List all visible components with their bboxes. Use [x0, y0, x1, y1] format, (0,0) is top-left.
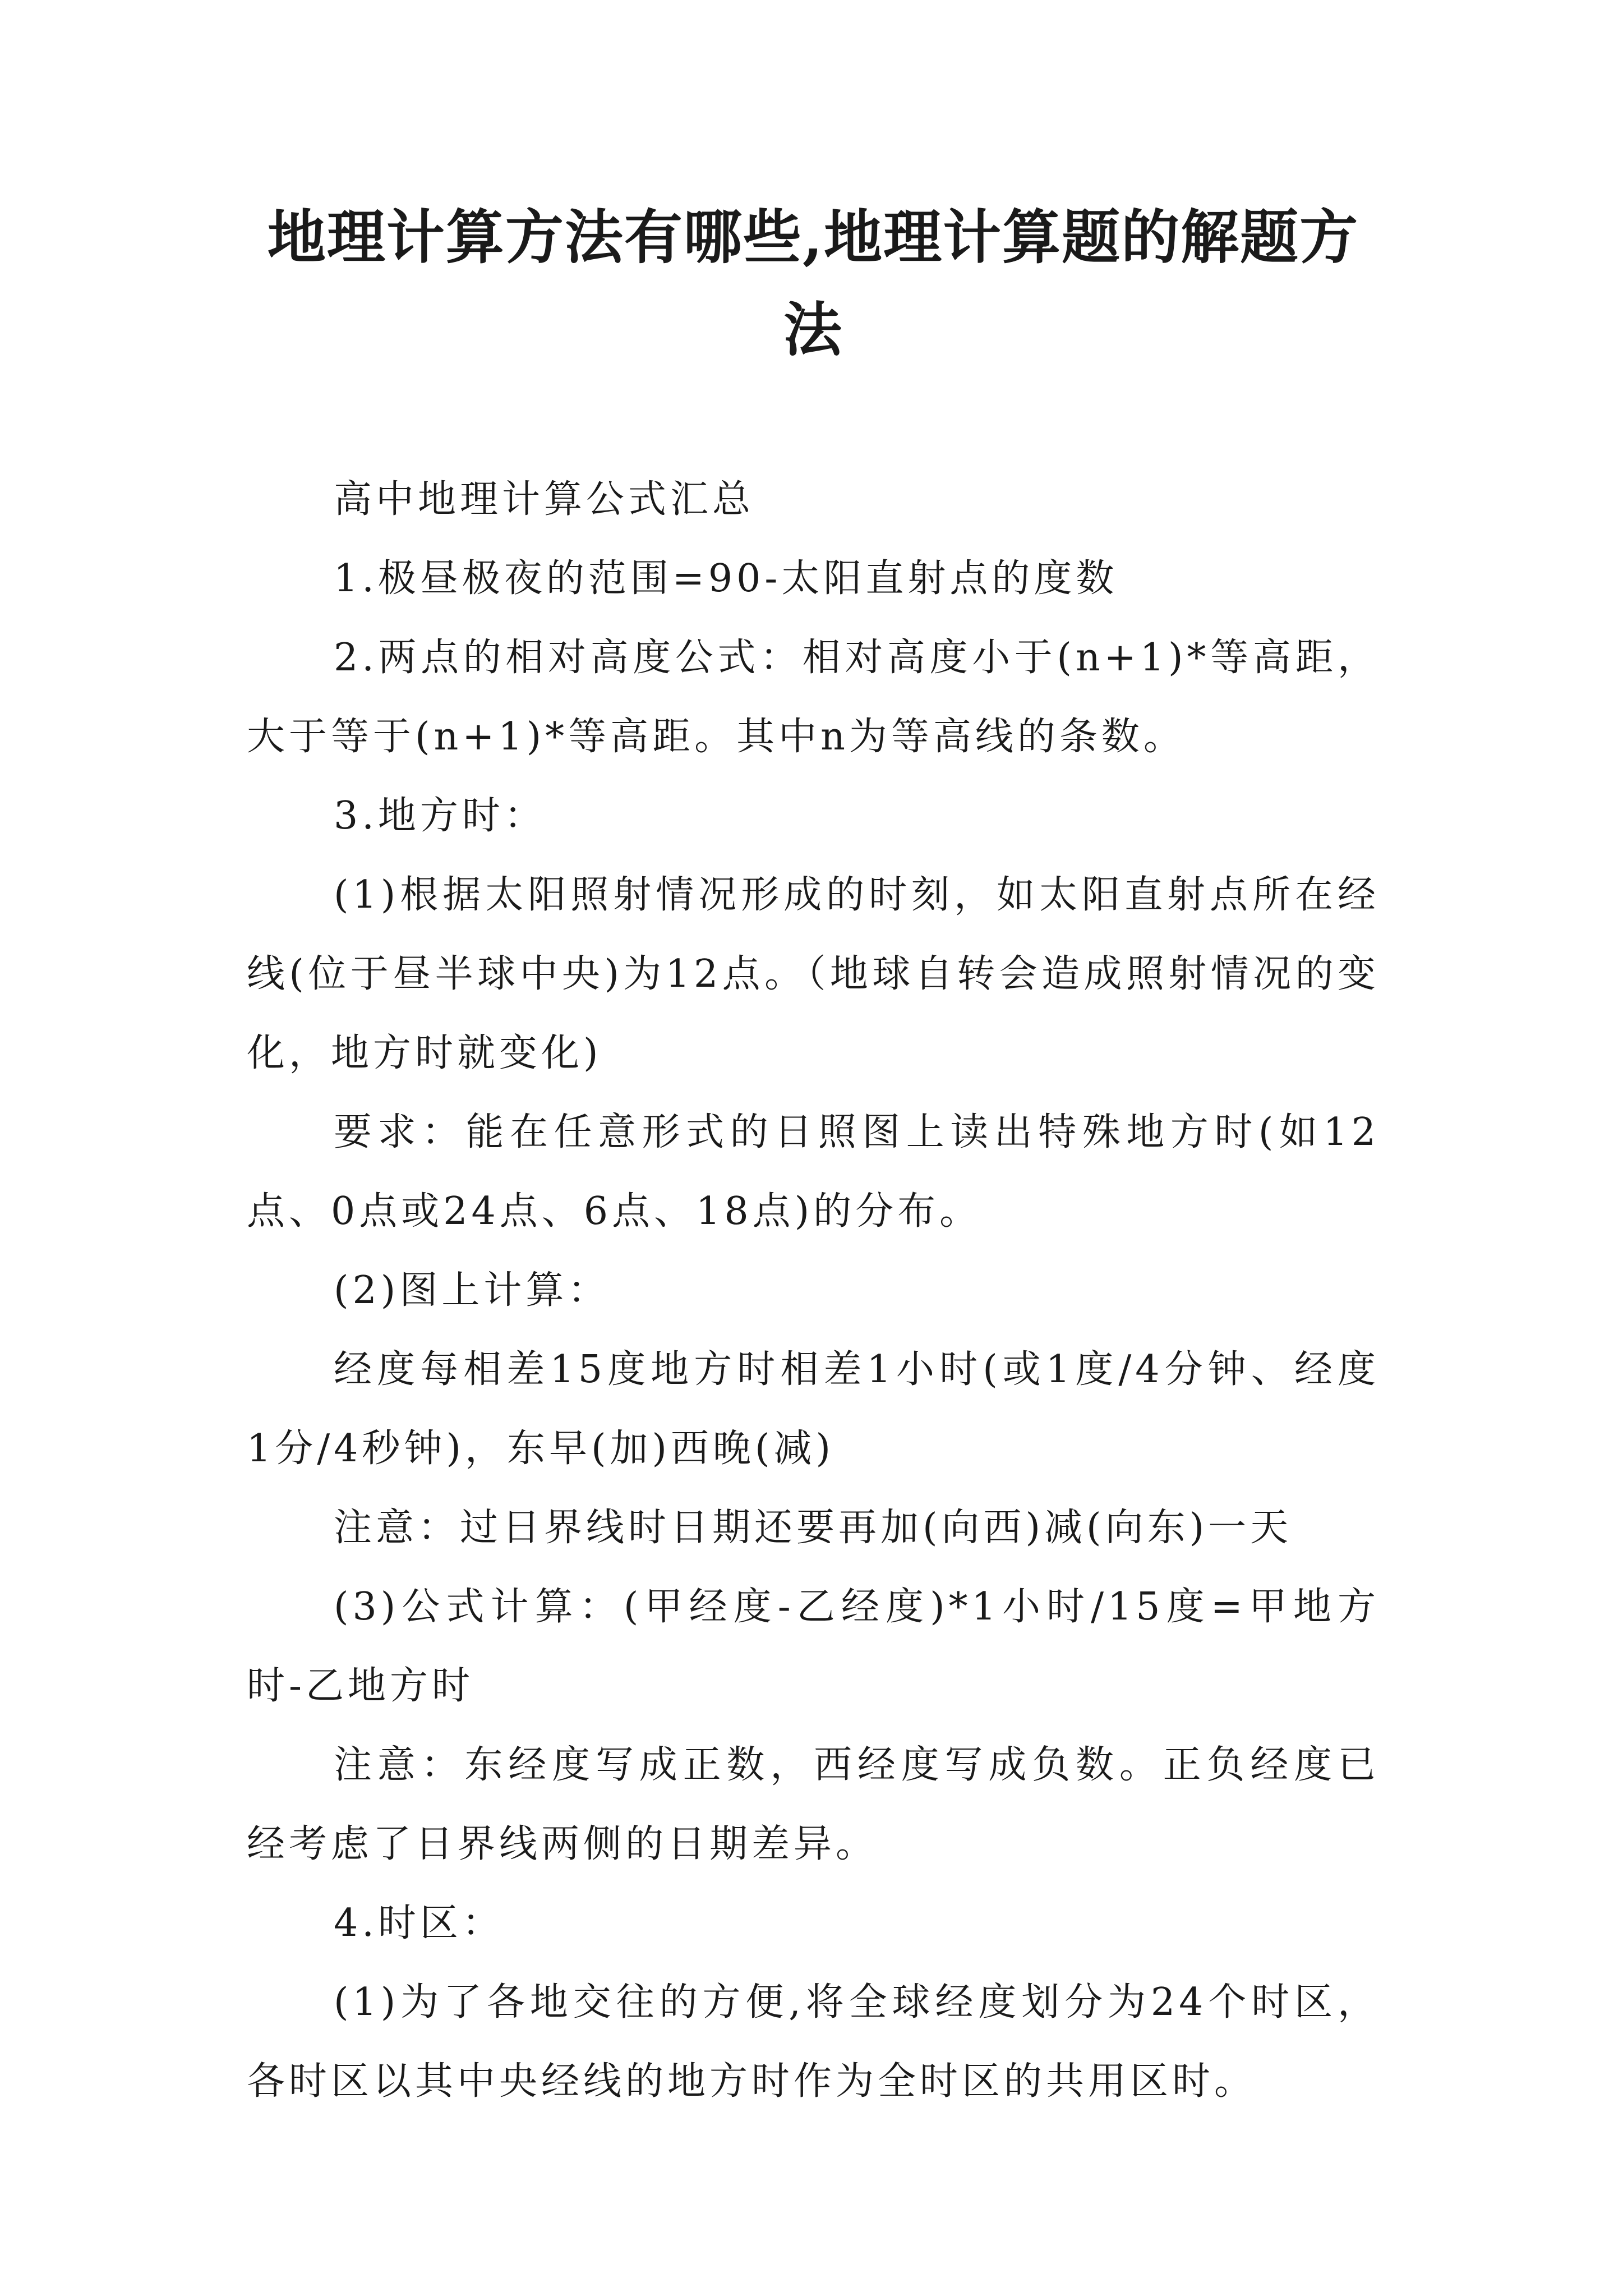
paragraph: 1.极昼极夜的范围=90-太阳直射点的度数 [334, 556, 1118, 601]
section-heading: 高中地理计算公式汇总 [334, 477, 755, 522]
paragraph: (1)为了各地交往的方便,将全球经度划分为24个时区，各时区以其中央经线的地方时作为全时区的共用区时。 [247, 1980, 1380, 2104]
paragraph: 注意：过日界线时日期还要再加(向西)减(向东)一天 [334, 1506, 1293, 1550]
paragraph: (1)根据太阳照射情况形成的时刻，如太阳直射点所在经线(位于昼半球中央)为12点。（地球自转会造成照射情况的变化，地方时就变化) [247, 873, 1380, 1075]
paragraph: 经度每相差15度地方时相差1小时(或1度/4分钟、经度1分/4秒钟)，东早(加)西晚(减) [247, 1347, 1380, 1471]
paragraph: 要求：能在任意形式的日照图上读出特殊地方时(如12点、0点或24点、6点、18点)的分布。 [247, 1110, 1380, 1234]
paragraph: 2.两点的相对高度公式：相对高度小于(n+1)*等高距，大于等于(n+1)*等高距。其中n为等高线的条数。 [247, 636, 1380, 759]
paragraph: 3.地方时： [334, 794, 546, 838]
document-title: 地理计算方法有哪些,地理计算题的解题方法 [267, 203, 1359, 364]
document-body [247, 460, 1380, 2121]
paragraph: (2)图上计算： [334, 1268, 610, 1313]
paragraph: 4.时区： [334, 1901, 504, 1945]
paragraph: (3)公式计算：(甲经度-乙经度)*1小时/15度=甲地方时-乙地方时 [247, 1585, 1380, 1708]
paragraph: 注意：东经度写成正数，西经度写成负数。正负经度已经考虑了日界线两侧的日期差异。 [247, 1743, 1380, 1866]
